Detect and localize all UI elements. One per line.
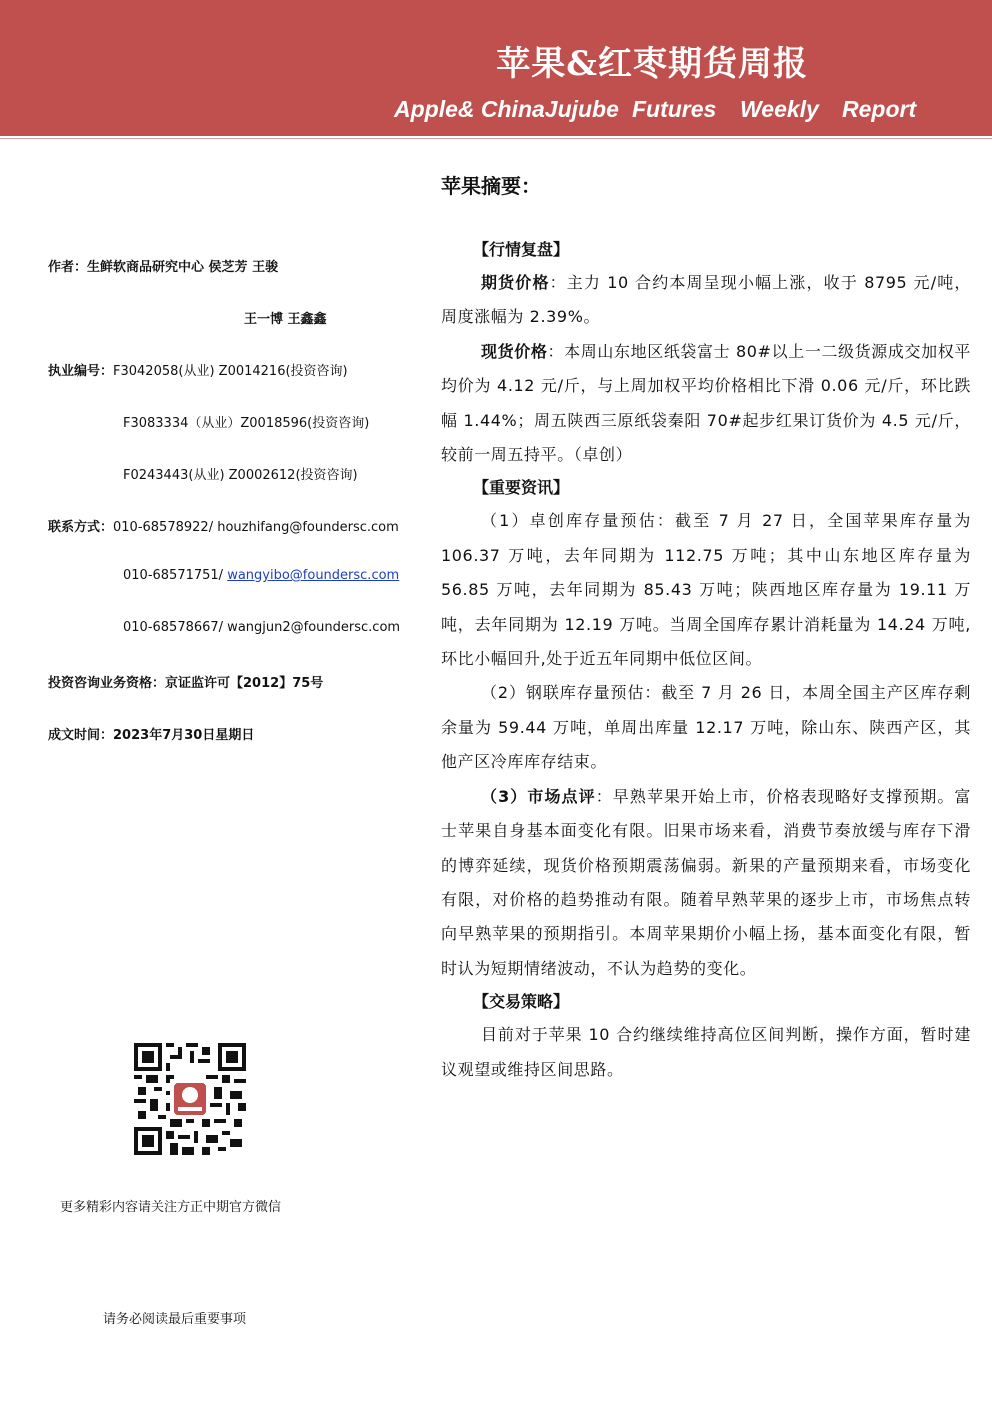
section-heading-strategy: 【交易策略】 <box>473 992 570 1012</box>
license-row-3 <box>123 464 358 483</box>
strategy-paragraph: 目前对于苹果 10 合约继续维持高位区间判断，操作方面，暂时建议观望或维持区间思路。 <box>441 1025 971 1079</box>
qualification-label: 投资咨询业务资格： <box>48 676 166 691</box>
license-value-3: F0243443(从业) Z0002612(投资咨询) <box>123 468 358 483</box>
title-en-part: Weekly <box>740 96 819 122</box>
license-label: 执业编号： <box>48 364 114 379</box>
qr-code-graphic <box>134 1043 246 1155</box>
futures-price-paragraph <box>441 266 971 335</box>
contact-value-1: 010-68578922/ houzhifang@foundersc.com <box>113 520 399 535</box>
comment-label: （3）市场点评 <box>481 786 596 806</box>
contact-phone-2: 010-68571751/ <box>123 568 228 583</box>
futures-text: ：主力 10 合约本周呈现小幅上涨，收于 8795 元/吨，周度涨幅为 2.39%。 <box>441 273 971 327</box>
qualification-value: 京证监许可【2012】75号 <box>165 676 324 691</box>
contact-value-3: 010-68578667/ wangjun2@foundersc.com <box>123 620 401 635</box>
license-value-2: F3083334（从业）Z0018596(投资咨询) <box>123 416 370 431</box>
author-names-2: 王一博 王鑫鑫 <box>244 312 327 327</box>
futures-label: 期货价格 <box>481 273 550 292</box>
footer-note: 请务必阅读最后重要事项 <box>103 1312 247 1327</box>
qr-caption: 更多精彩内容请关注方正中期官方微信 <box>60 1200 282 1215</box>
summary-title: 苹果摘要： <box>441 174 541 198</box>
section-heading-news: 【重要资讯】 <box>473 478 570 498</box>
spot-price-paragraph <box>441 335 971 473</box>
title-en-part: Report <box>842 96 917 122</box>
section-heading-market: 【行情复盘】 <box>473 240 570 259</box>
date-row <box>48 724 254 743</box>
title-en-part: Apple& ChinaJujube <box>394 96 619 122</box>
contact-label: 联系方式： <box>48 520 114 535</box>
contact-row-3 <box>123 620 400 635</box>
date-label: 成文时间： <box>48 728 114 743</box>
comment-text: ：早熟苹果开始上市，价格表现略好支撑预期。富士苹果自身基本面变化有限。旧果市场来看，消费节奏放缓与库存下滑的博弈延续，现货价格预期震荡偏弱。新果的产量预期来看，市场变化有限，对价格的趋势推动有限。随着早熟苹果的逐步上市，市场焦点转向早熟苹果的预期指引。本周苹果期价小幅上扬，基本面变化有限，暂时认为短期情绪波动，不认为趋势的变化。 <box>441 786 971 978</box>
title-en-part: Futures <box>632 96 717 122</box>
contact-row-1 <box>48 516 399 535</box>
report-title-cn: 苹果&红枣期货周报 <box>496 44 808 84</box>
news-paragraph-2: （2）钢联库存量预估：截至 7 月 26 日，本周全国主产区库存剩余量为 59.44 万吨，单周出库量 12.17 万吨，除山东、陕西产区，其他产区冷库库存结束。 <box>441 683 971 772</box>
qualification-row <box>48 672 323 691</box>
market-comment-paragraph <box>441 780 971 986</box>
contact-row-2 <box>123 568 399 583</box>
email-link[interactable]: wangyibo@foundersc.com <box>227 568 400 583</box>
header-divider <box>0 138 992 139</box>
author-row-2 <box>244 308 327 327</box>
author-label: 作者： <box>48 260 88 275</box>
date-value: 2023年7月30日星期日 <box>113 728 255 743</box>
author-row <box>48 256 278 275</box>
license-row-2 <box>123 412 369 431</box>
header-banner <box>0 0 992 136</box>
news-paragraph-1: （1）卓创库存量预估：截至 7 月 27 日，全国苹果库存量为 106.37 万吨，去年同期为 112.75 万吨；其中山东地区库存量为 56.85 万吨，去年同期为 85.43 万吨；陕西地区库存量为 19.11 万吨，去年同期为 12.19 万吨。当周全国库存累计消耗量为 14.24 万吨,环比小幅回升,处于近五年同期中低位区间。 <box>441 511 971 669</box>
qr-code-icon <box>134 1043 246 1155</box>
license-value-1: F3042058(从业) Z0014216(投资咨询) <box>113 364 348 379</box>
spot-text: ：本周山东地区纸袋富士 80#以上一二级货源成交加权平均价为 4.12 元/斤，与上周加权平均价格相比下滑 0.06 元/斤，环比跌幅 1.44%；周五陕西三原纸袋秦阳 70#起步红果订货价为 4.5 元/斤，较前一周五持平。（卓创） <box>441 341 971 465</box>
author-names-1: 生鲜软商品研究中心 侯芝芳 王骏 <box>87 260 279 275</box>
spot-label: 现货价格 <box>481 341 548 361</box>
license-row-1 <box>48 360 348 379</box>
main-content <box>441 170 971 1087</box>
